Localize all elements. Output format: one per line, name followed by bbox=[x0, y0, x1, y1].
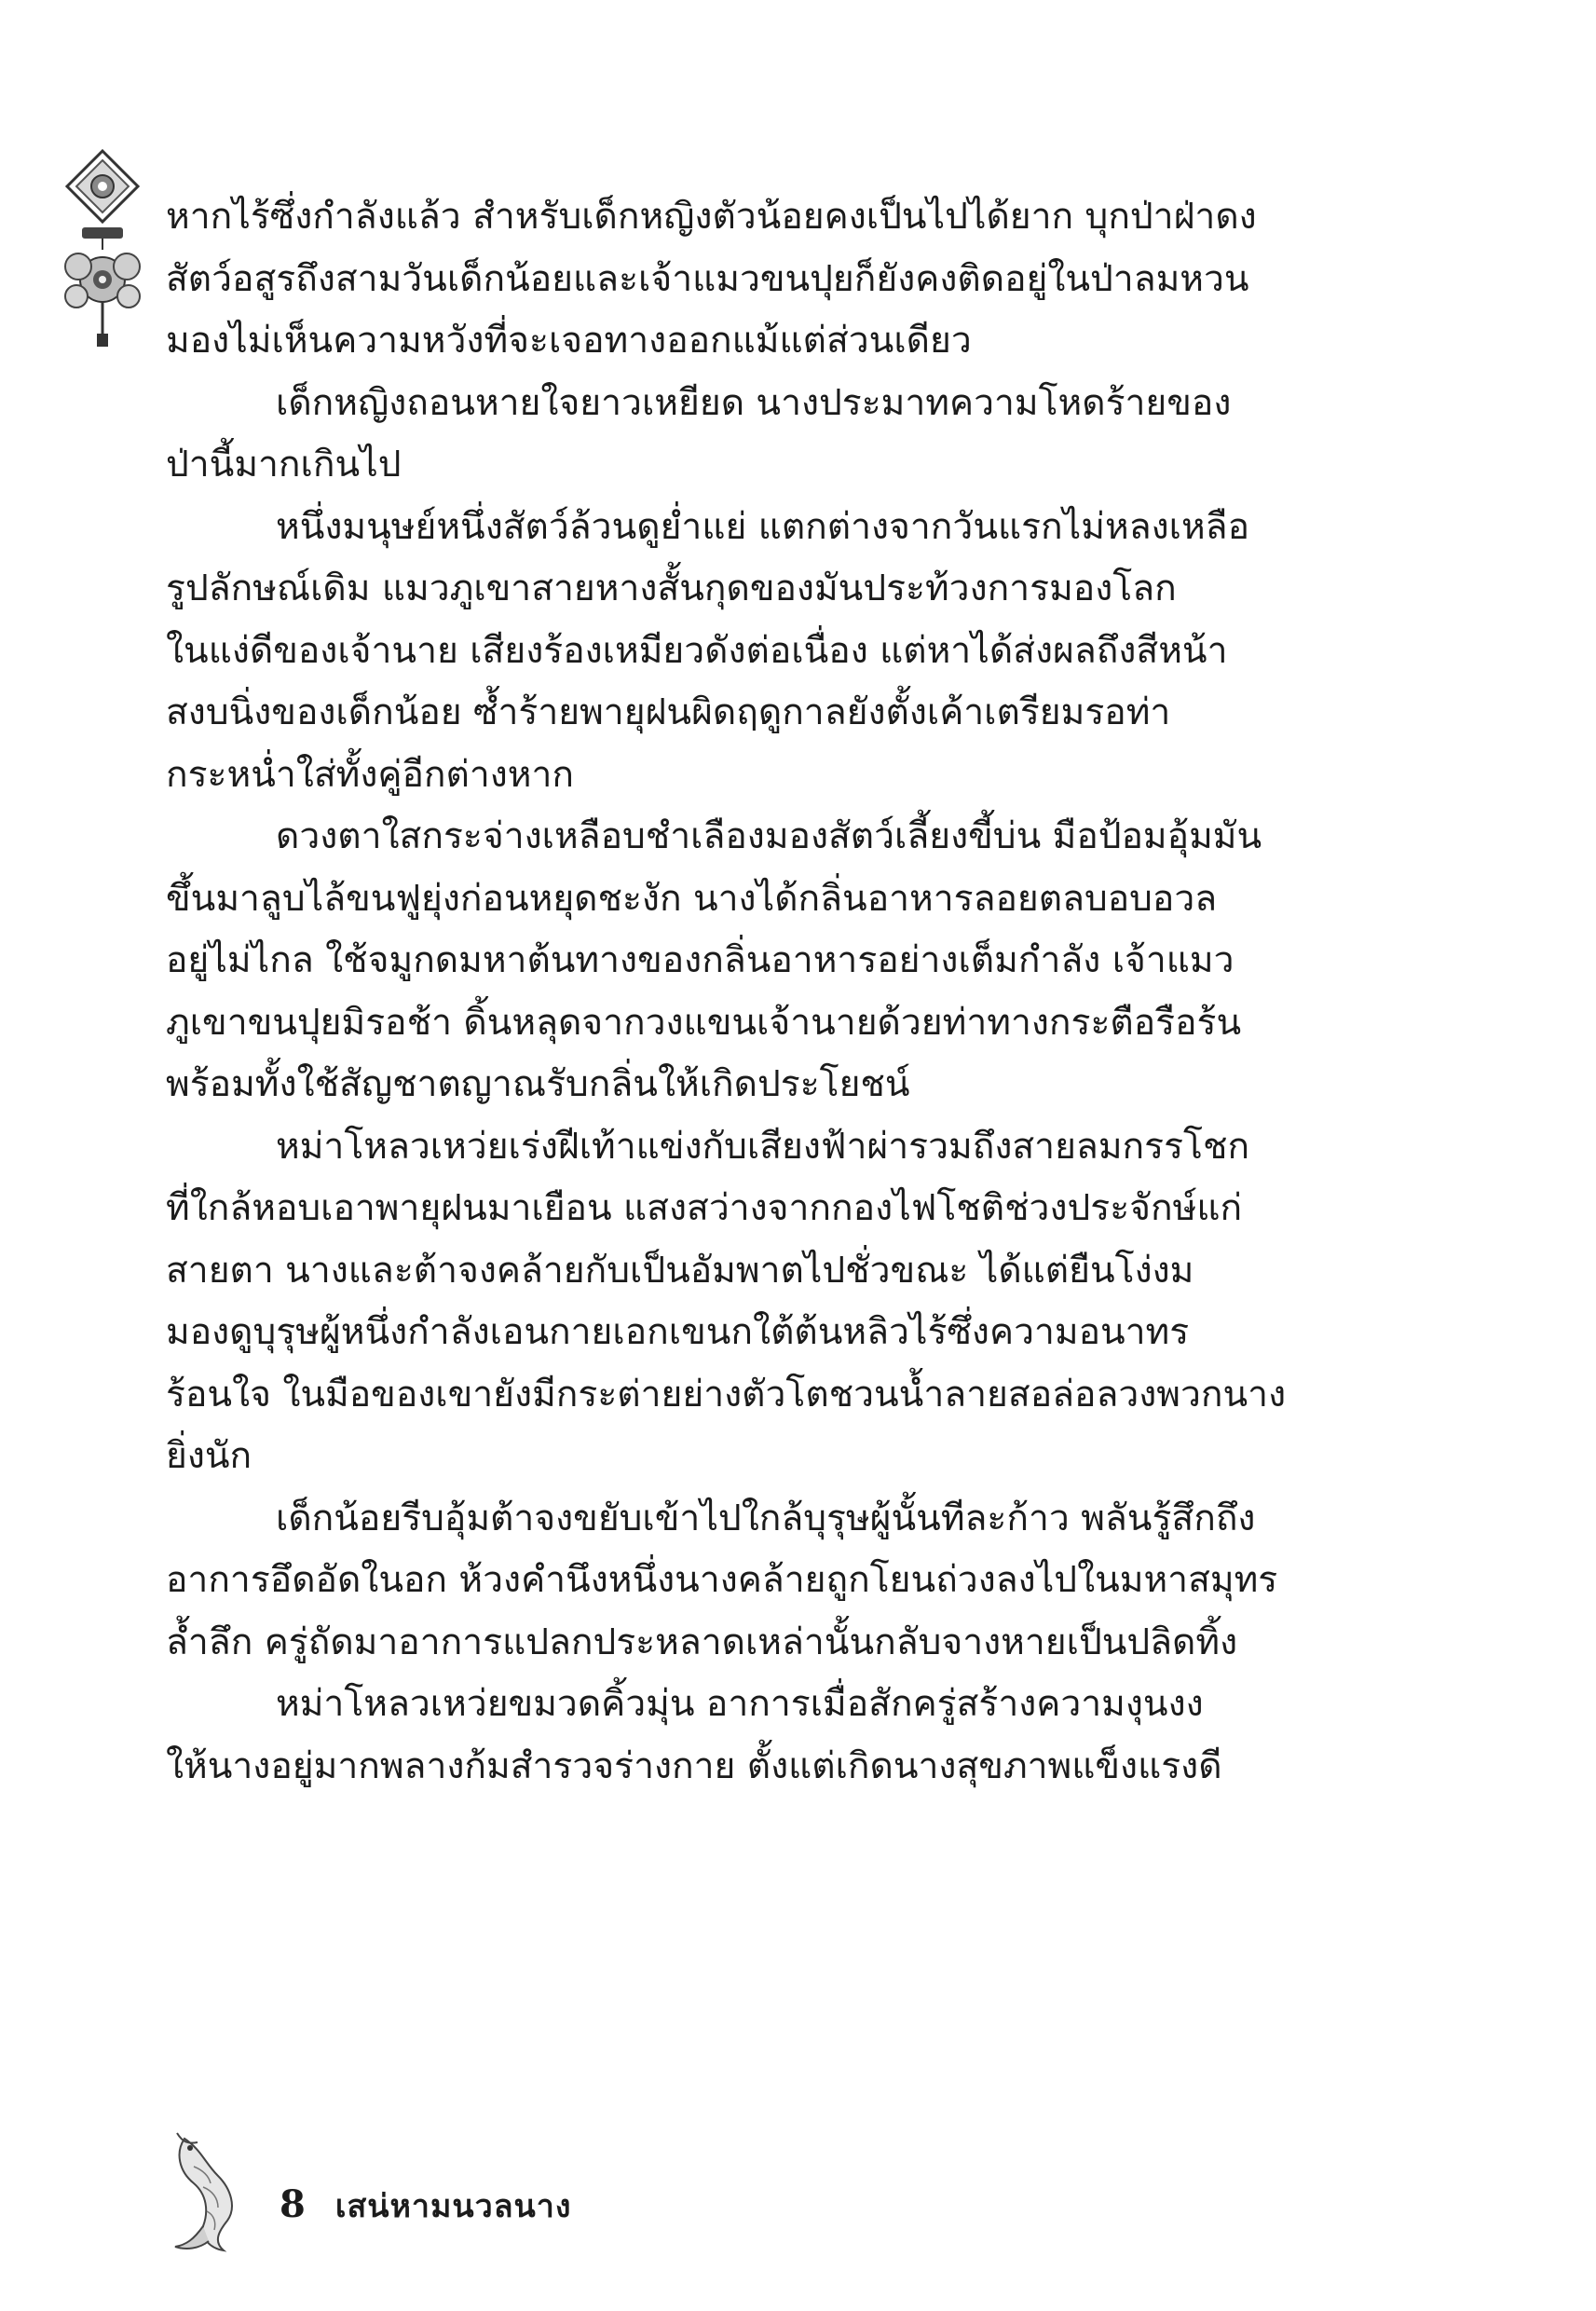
text-line: ที่ใกล้หอบเอาพายุฝนมาเยือน แสงสว่างจากกองไฟโชติช่วงประจักษ์แก่ bbox=[166, 1187, 1243, 1229]
text-line: หม่าโหลวเหว่ยขมวดคิ้วมุ่น อาการเมื่อสักครู่สร้างความงุนงง bbox=[276, 1683, 1204, 1725]
page-footer bbox=[280, 2181, 571, 2231]
text-line: เด็กหญิงถอนหายใจยาวเหยียด นางประมาทความโหดร้ายของ bbox=[276, 381, 1232, 424]
text-line: ให้นางอยู่มากพลางก้มสำรวจร่างกาย ตั้งแต่เกิดนางสุขภาพแข็งแรงดี bbox=[166, 1744, 1222, 1787]
text-line: พร้อมทั้งใช้สัญชาตญาณรับกลิ่นให้เกิดประโยชน์ bbox=[166, 1063, 910, 1105]
page-number: 8 bbox=[280, 2182, 306, 2226]
text-line: ล้ำลึก ครู่ถัดมาอาการแปลกประหลาดเหล่านั้นกลับจางหายเป็นปลิดทิ้ง bbox=[166, 1620, 1238, 1663]
text-line: ภูเขาขนปุยมิรอช้า ดิ้นหลุดจากวงแขนเจ้านายด้วยท่าทางกระตือรือร้น bbox=[166, 1001, 1242, 1044]
text-line: กระหน่ำใส่ทั้งคู่อีกต่างหาก bbox=[166, 753, 574, 796]
body-text bbox=[166, 186, 1335, 1798]
text-line: เด็กน้อยรีบอุ้มต้าจงขยับเข้าไปใกล้บุรุษผู้นั้นทีละก้าว พลันรู้สึกถึง bbox=[276, 1497, 1256, 1539]
text-line: ในแง่ดีของเจ้านาย เสียงร้องเหมียวดังต่อเนื่อง แต่หาได้ส่งผลถึงสีหน้า bbox=[166, 629, 1228, 672]
text-line: ป่านี้มากเกินไป bbox=[166, 444, 402, 485]
text-line: สัตว์อสูรถึงสามวันเด็กน้อยและเจ้าแมวขนปุยก็ยังคงติดอยู่ในป่าลมหวน bbox=[166, 257, 1249, 300]
text-line: มองดูบุรุษผู้หนึ่งกำลังเอนกายเอกเขนกใต้ต้นหลิวไร้ซึ่งความอนาทร bbox=[166, 1311, 1190, 1353]
text-line: ดวงตาใสกระจ่างเหลือบชำเลืองมองสัตว์เลี้ยงขี้บ่น มือป้อมอุ้มมัน bbox=[276, 815, 1262, 857]
text-line: อาการอึดอัดในอก ห้วงคำนึงหนึ่งนางคล้ายถูกโยนถ่วงลงไปในมหาสมุทร bbox=[166, 1559, 1278, 1601]
text-line: สงบนิ่งของเด็กน้อย ซ้ำร้ายพายุฝนผิดฤดูกาลยังตั้งเค้าเตรียมรอท่า bbox=[166, 691, 1171, 733]
text-line: หนึ่งมนุษย์หนึ่งสัตว์ล้วนดูย่ำแย่ แตกต่างจากวันแรกไม่หลงเหลือ bbox=[276, 505, 1250, 548]
book-title: เสน่หามนวลนาง bbox=[334, 2188, 572, 2225]
text-line: รูปลักษณ์เดิม แมวภูเขาสายหางสั้นกุดของมันประท้วงการมองโลก bbox=[166, 567, 1177, 609]
text-line: หม่าโหลวเหว่ยเร่งฝีเท้าแข่งกับเสียงฟ้าผ่ารวมถึงสายลมกรรโชก bbox=[276, 1125, 1250, 1168]
text-line: หากไร้ซึ่งกำลังแล้ว สำหรับเด็กหญิงตัวน้อยคงเป็นไปได้ยาก บุกป่าฝ่าดง bbox=[166, 196, 1257, 238]
text-line: สายตา นางและต้าจงคล้ายกับเป็นอัมพาตไปชั่วขณะ ได้แต่ยืนโง่งม bbox=[166, 1249, 1194, 1292]
text-line: ร้อนใจ ในมือของเขายังมีกระต่ายย่างตัวโตชวนน้ำลายสอล่อลวงพวกนาง bbox=[166, 1373, 1287, 1415]
text-line: ขึ้นมาลูบไล้ขนฟูยุ่งก่อนหยุดชะงัก นางได้กลิ่นอาหารลอยตลบอบอวล bbox=[166, 877, 1218, 920]
ornament-icon bbox=[58, 149, 147, 349]
text-line: ยิ่งนัก bbox=[166, 1435, 252, 1477]
text-line: อยู่ไม่ไกล ใช้จมูกดมหาต้นทางของกลิ่นอาหารอย่างเต็มกำลัง เจ้าแมว bbox=[166, 939, 1235, 981]
koi-fish-icon bbox=[166, 2129, 268, 2260]
text-line: มองไม่เห็นความหวังที่จะเจอทางออกแม้แต่ส่วนเดียว bbox=[166, 320, 972, 362]
